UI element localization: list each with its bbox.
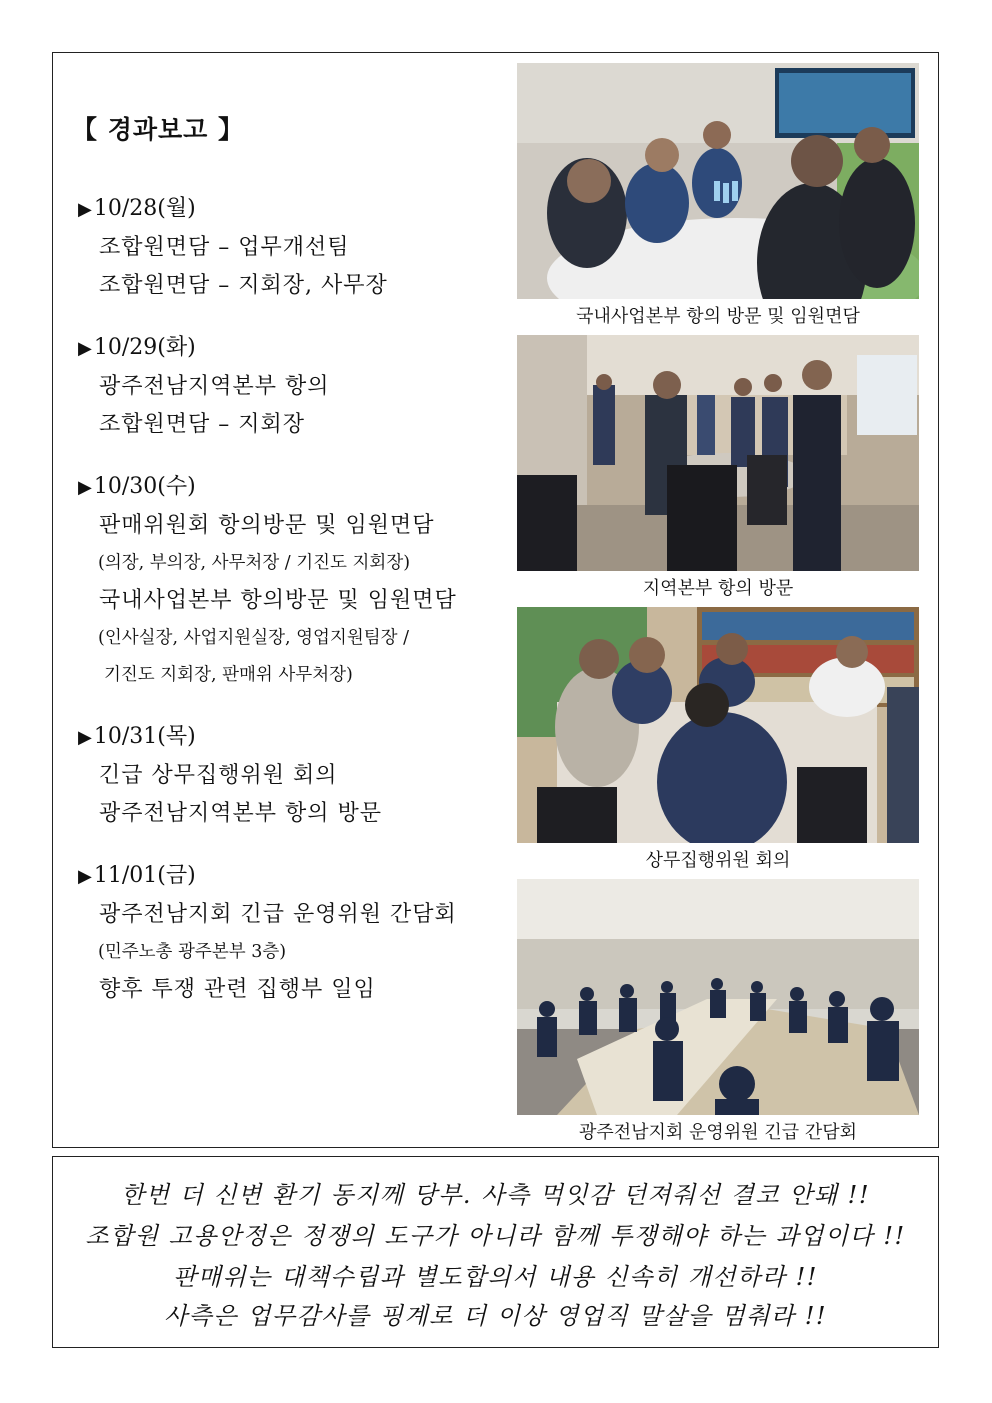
entry-item: (민주노총 광주본부 3층) xyxy=(98,942,287,962)
slogan-line: 조합원 고용안정은 정쟁의 도구가 아니라 함께 투쟁해야 하는 과업이다 !! xyxy=(85,1222,906,1250)
entry-item: 광주전남지역본부 항의 xyxy=(99,374,330,399)
photo-caption: 국내사업본부 항의 방문 및 임원면담 xyxy=(576,306,860,327)
photo-block xyxy=(517,607,919,879)
entry-date-line xyxy=(78,468,508,507)
timeline-entry xyxy=(78,718,508,833)
entry-item: (인사실장, 사업지원실장, 영업지원팀장 / xyxy=(98,628,410,648)
timeline-entry xyxy=(78,468,508,694)
triangle-bullet-icon: ▶ xyxy=(78,477,92,498)
timeline-entry xyxy=(78,857,508,1009)
entry-date: 10/30(수) xyxy=(93,474,196,499)
timeline-entry xyxy=(78,190,508,305)
photo-meeting-round-table xyxy=(517,63,919,299)
slogan-line: 판매위는 대책수립과 별도합의서 내용 신속히 개선하라 !! xyxy=(173,1263,818,1291)
photo-bookshelf-meeting xyxy=(517,607,919,843)
entry-item: 조합원면담 – 업무개선팀 xyxy=(99,235,350,260)
entry-item: 향후 투쟁 관련 집행부 일임 xyxy=(99,977,376,1002)
timeline-entry xyxy=(78,329,508,444)
entry-item: 기진도 지회장, 판매위 사무처장) xyxy=(104,665,353,685)
triangle-bullet-icon: ▶ xyxy=(78,338,92,359)
triangle-bullet-icon: ▶ xyxy=(78,866,92,887)
entry-item: 판매위원회 항의방문 및 임원면담 xyxy=(99,513,435,538)
entry-date: 10/29(화) xyxy=(93,335,196,360)
photo-block xyxy=(517,879,919,1151)
entry-date-line xyxy=(78,857,508,896)
photo-column xyxy=(517,63,919,1151)
photo-block xyxy=(517,335,919,607)
entry-date: 11/01(금) xyxy=(93,863,196,888)
entry-item: 조합원면담 – 지회장 xyxy=(99,412,306,437)
photo-block xyxy=(517,63,919,335)
photo-conference-hall xyxy=(517,879,919,1115)
entry-item: 조합원면담 – 지회장, 사무장 xyxy=(99,273,388,298)
section-title: 【 경과보고 】 xyxy=(72,115,245,144)
triangle-bullet-icon: ▶ xyxy=(78,199,92,220)
photo-office-standing xyxy=(517,335,919,571)
entry-item: 긴급 상무집행위원 회의 xyxy=(99,763,338,788)
entry-item: 광주전남지회 긴급 운영위원 간담회 xyxy=(99,902,457,927)
slogan-line: 한번 더 신변 환기 동지께 당부. 사측 먹잇감 던져줘선 결코 안돼 !! xyxy=(121,1181,870,1209)
slogan-line: 사측은 업무감사를 핑계로 더 이상 영업직 말살을 멈춰라 !! xyxy=(163,1302,828,1330)
photo-caption: 상무집행위원 회의 xyxy=(645,850,791,871)
timeline-entries xyxy=(78,190,508,1033)
entry-date-line xyxy=(78,329,508,368)
entry-item: 국내사업본부 항의방문 및 임원면담 xyxy=(99,588,457,613)
entry-date: 10/31(목) xyxy=(93,724,196,749)
entry-date: 10/28(월) xyxy=(93,196,196,221)
entry-date-line xyxy=(78,190,508,229)
photo-caption: 광주전남지회 운영위원 긴급 간담회 xyxy=(579,1122,857,1143)
entry-date-line xyxy=(78,718,508,757)
entry-item: (의장, 부의장, 사무처장 / 기진도 지회장) xyxy=(98,553,411,573)
entry-item: 광주전남지역본부 항의 방문 xyxy=(99,801,383,826)
photo-caption: 지역본부 항의 방문 xyxy=(642,578,794,599)
triangle-bullet-icon: ▶ xyxy=(78,727,92,748)
